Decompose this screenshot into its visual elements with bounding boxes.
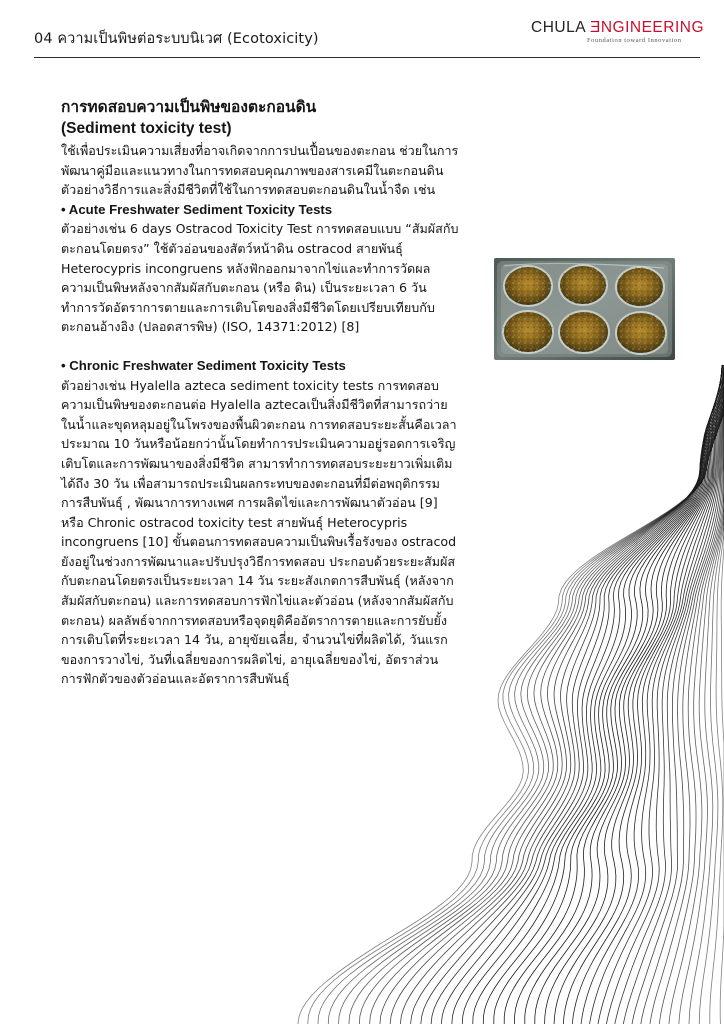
bullet-acute-tests: • Acute Freshwater Sediment Toxicity Tests <box>61 201 333 217</box>
page-header <box>0 0 724 58</box>
logo-wordmark <box>531 19 705 37</box>
wave-line <box>473 365 724 1024</box>
wave-line <box>483 365 724 1024</box>
wave-line <box>710 365 724 1024</box>
wave-line <box>452 365 724 1024</box>
wave-line <box>659 365 724 1024</box>
wave-line <box>669 365 724 1024</box>
logo-engineering: ƎNGINEERING <box>590 19 705 36</box>
wave-line <box>525 365 724 1024</box>
wave-line <box>535 365 723 1024</box>
wave-line <box>641 365 722 1024</box>
chronic-tests-paragraph: ตัวอย่างเช่น Hyalella azteca sediment toxicity tests การทดสอบความเป็นพิษของตะกอนต่อ Hyalella aztecaเป็นสิ่งมีชีวิตที่สามารถว่ายในน้ำและขุดหลุมอยู่ในโพรงของพื้นผิวตะกอน การทดสอบระยะสั้นคือเวลาประมาณ 10 วันหรือน้อยกว่านั้นโดยทำการประเมินความอยู่รอดการเจริญเติบโตและการพัฒนาของสิ่งมีชีวิต สามารทำการทดสอบระยะยาวเพิ่มเติมได้ถึง 30 วัน เพื่อสามารถประเมินผลกระทบของตะกอนที่มีต่อพฤติกรรมการสืบพันธุ์ , พัฒนาการทางเพศ การผลิตไข่และการพัฒนาตัวอ่อน [9] หรือ Chronic ostracod toxicity test สายพันธุ์ Heterocypris incongruens [10] ขั้นตอนการทดสอบความเป็นพิษเรื้อรังของ ostracod ยังอยู่ในช่วงการพัฒนาและปรับปรุงวิธีการทดสอบ ประกอบด้วยระยะสัมผัสกับตะกอนโดยตรงเป็นระยะเวลา 14 วัน ระยะสังเกตการสืบพันธุ์ (หลังจากสัมผัสกับตะกอน) และการทดสอบการฟักไข่และตัวอ่อน (หลังจากสัมผัสกับตะกอน) ผลลัพธ์จากการทดสอบหรือจุดยุติคืออัตราการตายและการยับยั้งการเติบโตที่ระยะเวลา 14 วัน, อายุขัยเฉลี่ย, จำนวนไข่ที่ผลิตได้, วันแรกของการวางไข่, วันที่เฉลี่ยของการผลิตไข่, อายุเฉลี่ยของไข่, อัตราส่วนการฟักตัวของตัวอ่อนและอัตราการสืบพันธุ์ <box>61 377 457 687</box>
wave-line <box>442 365 724 1024</box>
header-divider <box>34 57 700 58</box>
wave-line <box>598 365 722 1024</box>
wave-line <box>421 365 724 1024</box>
wave-line <box>581 365 722 1024</box>
wave-line <box>504 365 724 1024</box>
wave-line <box>650 365 723 1024</box>
intro-paragraph: ใช้เพื่อประเมินความเสี่ยงที่อาจเกิดจากการปนเปื้อนของตะกอน ช่วยในการพัฒนาคู่มือและแนวทางในการทดสอบคุณภาพของสารเคมีในตะกอนดินตัวอย่างวิธีการและสิ่งมีชีวิตที่ใช้ในการทดสอบตะกอนดินในน้ำจืด เช่น <box>61 143 459 198</box>
wave-line <box>689 365 724 1024</box>
wave-line <box>679 365 724 1024</box>
wave-line <box>572 365 722 1024</box>
section-title-thai: การทดสอบความเป็นพิษของตะกอนดิน <box>61 98 317 116</box>
wave-line <box>494 365 724 1024</box>
wave-line <box>515 365 724 1024</box>
section-label: 04 ความเป็นพิษต่อระบบนิเวศ (Ecotoxicity) <box>34 31 319 47</box>
wave-line <box>590 365 722 1024</box>
wave-line <box>623 365 722 1024</box>
wave-line <box>462 365 724 1024</box>
wave-line <box>606 365 722 1024</box>
wave-line <box>615 365 722 1024</box>
acute-tests-paragraph: ตัวอย่างเช่น 6 days Ostracod Toxicity Test การทดสอบแบบ “สัมผัสกับตะกอนโดยตรง” ใช้ตัวอ่อนของสัตว์หน้าดิน ostracod สายพันธุ์ Heterocypris incongruens หลังฟักออกมาจากไข่และทำการวัดผลความเป็นพิษหลังจากสัมผัสกับตะกอน (หรือ ดิน) เป็นระยะเวลา 6 วัน ทำการวัดอัตราการตายและการเติบโตของสิ่งมีชีวิตโดยเปรียบเทียบกับตะกอนอ้างอิง (ปลอดสารพิษ) (ISO, 14371:2012) [8] <box>61 221 459 335</box>
wave-line <box>545 365 722 1024</box>
wave-line <box>632 365 722 1024</box>
section-title-english: (Sediment toxicity test) <box>61 120 232 137</box>
article-body <box>61 96 459 689</box>
wave-line <box>554 365 722 1024</box>
sediment-test-plate-photo <box>494 258 675 360</box>
wave-line <box>720 365 724 1024</box>
wave-line <box>563 365 722 1024</box>
wave-line <box>699 365 724 1024</box>
bullet-chronic-tests: • Chronic Freshwater Sediment Toxicity Tests <box>61 357 346 373</box>
wave-line <box>431 365 724 1024</box>
chula-engineering-logo <box>531 19 705 53</box>
logo-tagline: Foundation toward Innovation <box>587 37 682 44</box>
logo-brand: CHULA <box>531 19 586 36</box>
paragraph-spacer <box>61 337 459 356</box>
